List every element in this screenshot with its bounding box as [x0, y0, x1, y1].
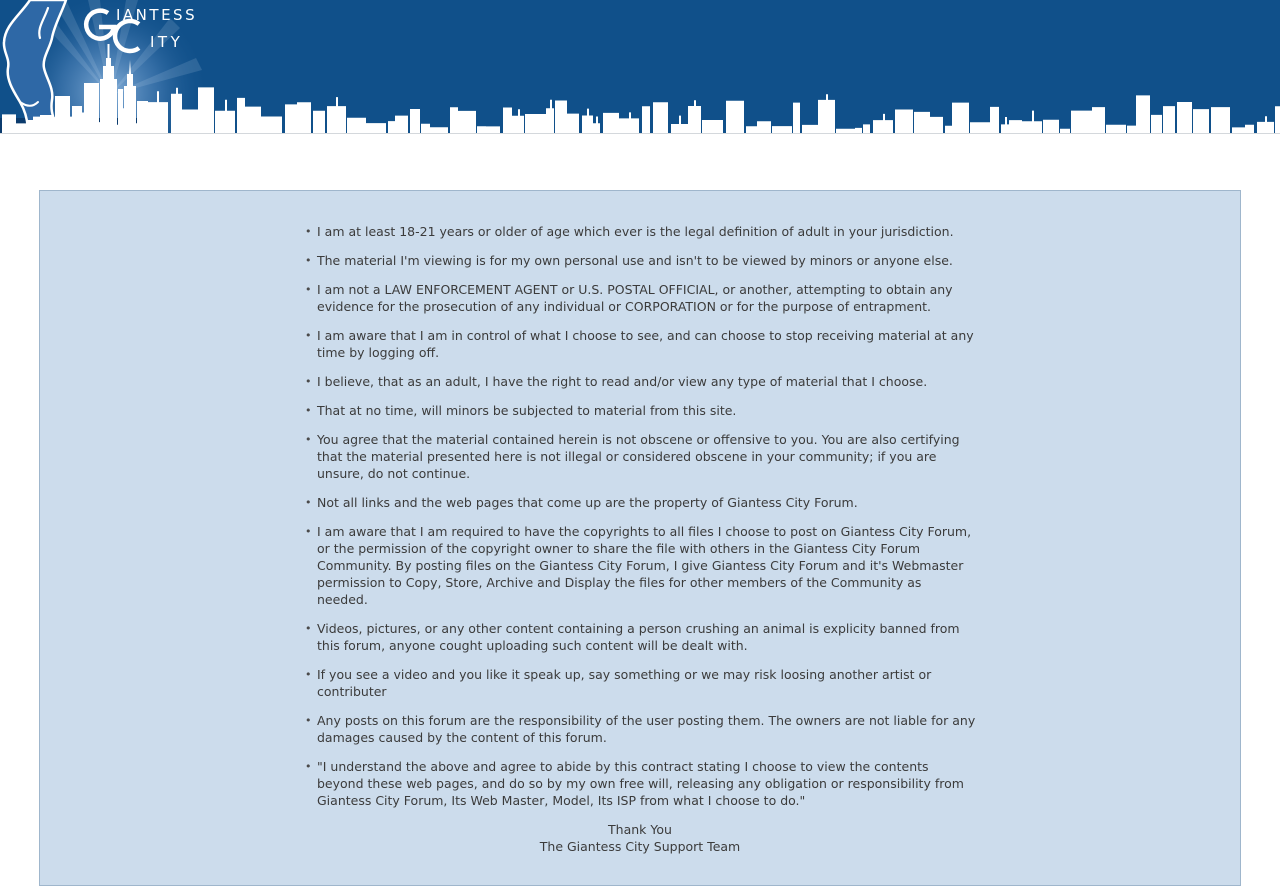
closing-team: The Giantess City Support Team [539, 839, 741, 854]
agreement-item [304, 373, 976, 390]
agreement-box [39, 190, 1241, 886]
agreement-item [304, 620, 976, 654]
agreement-item [304, 223, 976, 240]
agreement-item-text: I am at least 18-21 years or older of age which ever is the legal definition of adult in your jurisdiction. [317, 224, 954, 239]
agreement-item [304, 523, 976, 608]
agreement-item-text: You agree that the material contained herein is not obscene or offensive to you. You are also certifying that the material presented here is not illegal or considered obscene in your community; if you are unsure, do not continue. [317, 432, 960, 481]
agreement-item [304, 281, 976, 315]
agreement-item-text: That at no time, will minors be subjected to material from this site. [317, 403, 737, 418]
agreement-item [304, 712, 976, 746]
agreement-item-text: If you see a video and you like it speak up, say something or we may risk loosing another artist or contributer [317, 667, 932, 699]
agreement-list [304, 223, 976, 809]
agreement-item-text: I am aware that I am required to have the copyrights to all files I choose to post on Giantess City Forum, or the permission of the copyright owner to share the file with others in the Giantess City Forum Community. By posting files on the Giantess City Forum, I give Giantess City Forum and it's Webmaster permission to Copy, Store, Archive and Display the files for other members of the Community as needed. [317, 524, 972, 607]
closing-thanks: Thank You [608, 822, 672, 837]
agreement-item-text: "I understand the above and agree to abide by this contract stating I choose to view the contents beyond these web pages, and do so by my own free will, releasing any obligation or responsibility from Giantess City Forum, Its Web Master, Model, Its ISP from what I choose to do." [317, 759, 964, 808]
agreement-item-text: I am not a LAW ENFORCEMENT AGENT or U.S. POSTAL OFFICIAL, or another, attempting to obtain any evidence for the prosecution of any individual or CORPORATION or for the purpose of entrapment. [317, 282, 953, 314]
agreement-item [304, 252, 976, 269]
agreement-item-text: I believe, that as an adult, I have the right to read and/or view any type of material that I choose. [317, 374, 928, 389]
closing [40, 821, 1240, 855]
agreement-item [304, 431, 976, 482]
agreement-item [304, 666, 976, 700]
agreement-item-text: Any posts on this forum are the responsibility of the user posting them. The owners are not liable for any damages caused by the content of this forum. [317, 713, 976, 745]
agreement-item-text: Videos, pictures, or any other content containing a person crushing an animal is explicity banned from this forum, anyone cought uploading such content will be dealt with. [317, 621, 960, 653]
logo-text-iantess: IANTESS [116, 6, 198, 24]
agreement-item [304, 758, 976, 809]
agreement-item-text: The material I'm viewing is for my own personal use and isn't to be viewed by minors or anyone else. [317, 253, 953, 268]
agreement-item [304, 327, 976, 361]
logo-text-ity: ITY [150, 33, 184, 51]
banner-art [0, 0, 1280, 133]
agreement-item-text: I am aware that I am in control of what I choose to see, and can choose to stop receiving material at any time by logging off. [317, 328, 974, 360]
agreement-item [304, 494, 976, 511]
agreement-item-text: Not all links and the web pages that come up are the property of Giantess City Forum. [317, 495, 858, 510]
agreement-item [304, 402, 976, 419]
site-header [0, 0, 1280, 134]
